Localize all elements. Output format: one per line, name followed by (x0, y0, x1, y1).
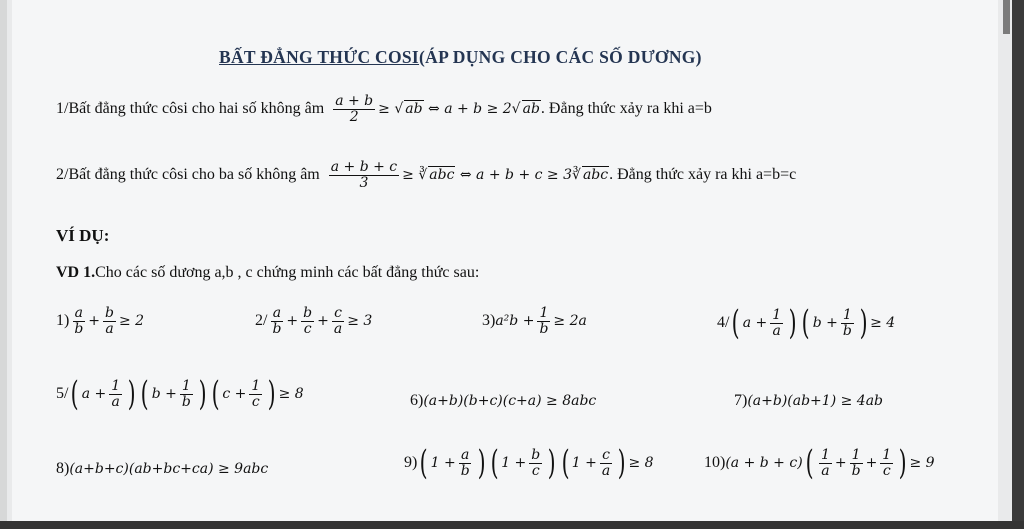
formula-fraction: $\frac{a + b + c}{3}$ (330, 159, 398, 191)
exercise-7: 7) (a+b)(ab+1) ≥ 4ab (734, 392, 884, 409)
left-edge (0, 0, 7, 529)
exercise-9: 9) ( 1 + $\frac{a}{b}$ ) ( 1 + $\frac{b}{c}$ ) ( 1 + $\frac{c}{a}$ ) ≥ 8 (404, 443, 654, 483)
example-text: Cho các số dương a,b , c chứng minh các bất đẳng thức sau: (95, 264, 480, 281)
exercise-3: 3) a²b + $\frac{1}{b}$ ≥ 2a (482, 305, 587, 337)
title-underlined: BẤT ĐẲNG THỨC COSI (219, 47, 420, 67)
horizontal-scrollbar[interactable] (0, 521, 1024, 529)
exercise-5: 5/ ( a + $\frac{1}{a}$ ) ( b + $\frac{1}{b}$ ) ( c + $\frac{1}{c}$ ) ≥ 8 (56, 374, 304, 414)
title-rest: (ÁP DỤNG CHO CÁC SỐ DƯƠNG) (419, 47, 702, 67)
formula-fraction: $\frac{a + b}{2}$ (335, 93, 374, 125)
line2-condition: . Đẳng thức xảy ra khi a=b=c (609, 166, 797, 184)
exercise-10: 10) (a + b + c) ( $\frac{1}{a}$ + $\frac{1}{b}$ + $\frac{1}{c}$ ) ≥ 9 (704, 443, 935, 483)
line2-text: 2/Bất đẳng thức côsi cho ba số không âm (56, 166, 320, 184)
example-statement (56, 264, 479, 282)
exercise-2: 2/ $\frac{a}{b}$ + $\frac{b}{c}$ + $\frac{c}{a}$ ≥ 3 (255, 305, 373, 337)
exercise-1: 1) $\frac{a}{b}$ + $\frac{b}{a}$ ≥ 2 (56, 305, 145, 337)
exercise-6: 6) (a+b)(b+c)(c+a) ≥ 8abc (410, 392, 597, 409)
page-title (219, 47, 702, 68)
cosi-three-numbers: 2/Bất đẳng thức côsi cho ba số không âm $\frac{a + b + c}{3}$ ≥ ∛ abc ⇔ a + b + c ≥ 3∛ abc . Đẳng thức xảy ra khi a=b=c (56, 159, 797, 191)
vertical-scrollbar[interactable] (1012, 0, 1024, 529)
example-heading: VÍ DỤ: (56, 226, 110, 245)
document-page (12, 0, 998, 521)
cosi-two-numbers: 1/Bất đẳng thức côsi cho hai số không âm $\frac{a + b}{2}$ ≥ √ ab ⇔ a + b ≥ 2√ ab . Đẳng thức xảy ra khi a=b (56, 93, 712, 125)
exercise-8: 8) (a+b+c)(ab+bc+ca) ≥ 9abc (56, 460, 269, 477)
line1-text: 1/Bất đẳng thức côsi cho hai số không âm (56, 100, 325, 118)
example-label: VD 1. (56, 264, 96, 281)
line1-condition: . Đẳng thức xảy ra khi a=b (540, 100, 712, 118)
exercise-4: 4/ ( a + $\frac{1}{a}$ ) ( b + $\frac{1}{b}$ ) ≥ 4 (717, 303, 896, 343)
scrollbar-thumb[interactable] (1003, 0, 1010, 34)
